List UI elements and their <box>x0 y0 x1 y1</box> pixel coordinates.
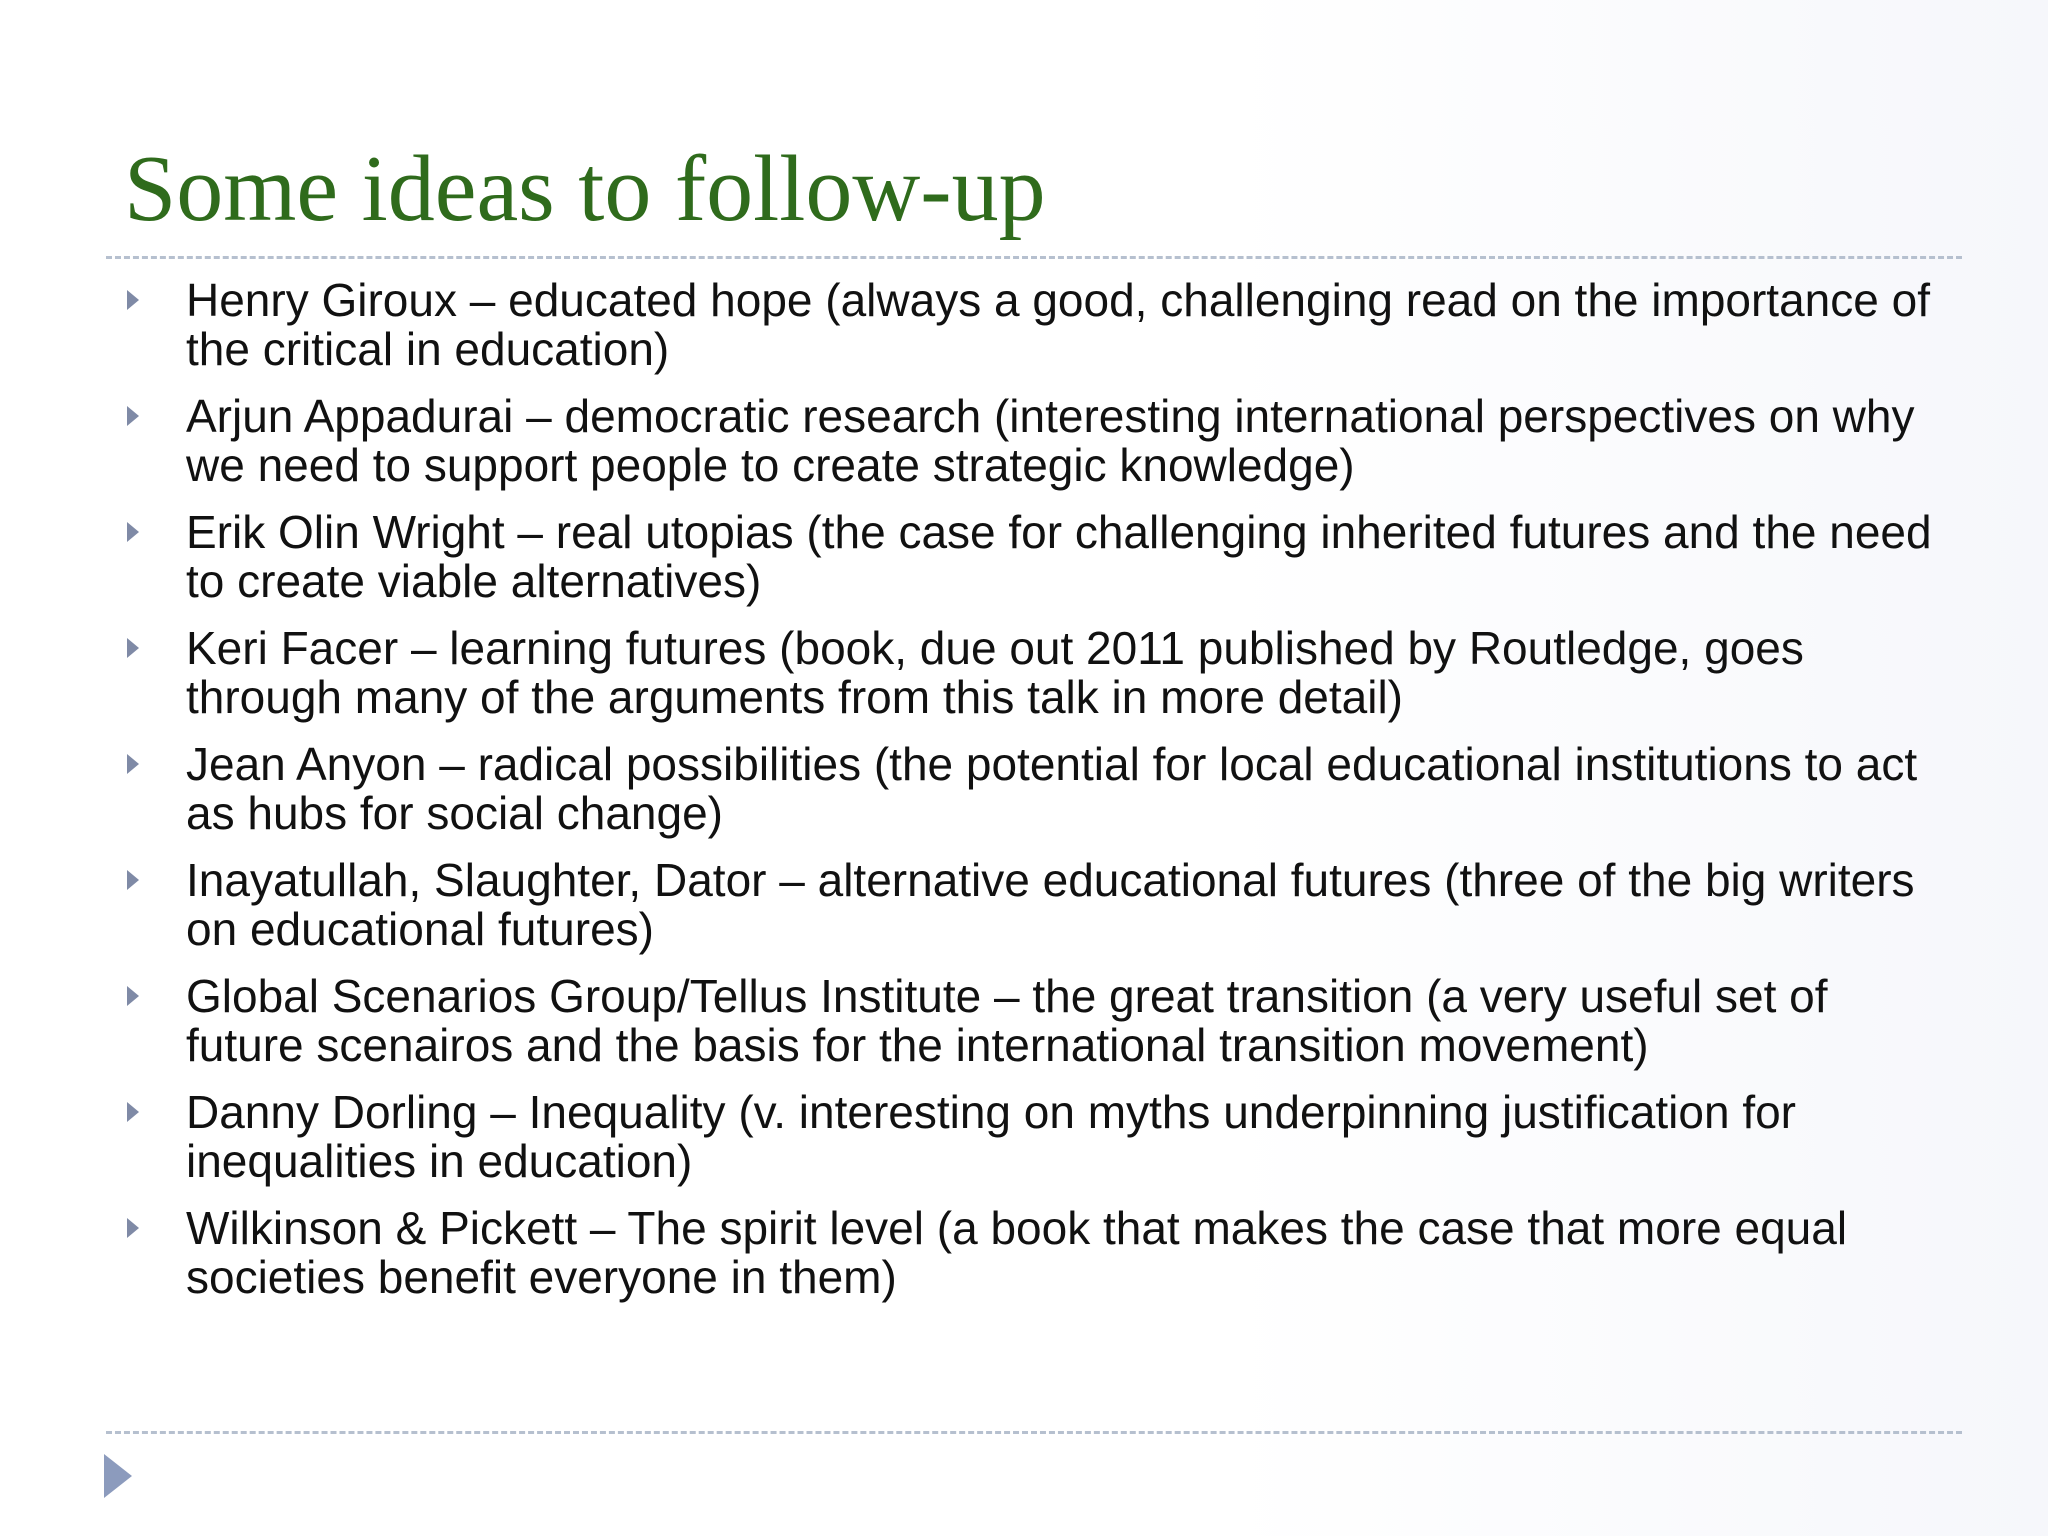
bullet-item <box>0 1204 1946 1302</box>
bullet-triangle-icon <box>127 406 139 426</box>
bullet-text: Keri Facer – learning futures (book, due out 2011 published by Routledge, goes through many of the arguments from this talk in more detail) <box>186 622 1804 723</box>
bullet-item <box>0 276 1946 374</box>
play-arrow-icon[interactable] <box>104 1454 132 1498</box>
bullet-triangle-icon <box>127 986 139 1006</box>
bullet-item <box>0 856 1946 954</box>
bullet-item <box>0 740 1946 838</box>
bullet-item <box>0 624 1946 722</box>
bullet-item <box>0 392 1946 490</box>
footer-divider <box>106 1431 1962 1434</box>
bullet-text: Jean Anyon – radical possibilities (the potential for local educational institutions to act as hubs for social change) <box>186 738 1918 839</box>
bullet-text: Inayatullah, Slaughter, Dator – alternative educational futures (three of the big writers on educational futures) <box>186 854 1915 955</box>
bullet-item <box>0 508 1946 606</box>
bullet-text: Wilkinson & Pickett – The spirit level (a book that makes the case that more equal societies benefit everyone in them) <box>186 1202 1848 1303</box>
bullet-item <box>0 1088 1946 1186</box>
bullet-text: Danny Dorling – Inequality (v. interesting on myths underpinning justification for inequalities in education) <box>186 1086 1796 1187</box>
bullet-text: Erik Olin Wright – real utopias (the case for challenging inherited futures and the need to create viable alternatives) <box>186 506 1932 607</box>
bullet-triangle-icon <box>127 870 139 890</box>
bullet-text: Global Scenarios Group/Tellus Institute – the great transition (a very useful set of future scenairos and the basis for the international transition movement) <box>186 970 1828 1071</box>
bullet-text: Arjun Appadurai – democratic research (interesting international perspectives on why we need to support people to create strategic knowledge) <box>186 390 1915 491</box>
title-divider <box>106 256 1962 259</box>
bullet-item <box>0 972 1946 1070</box>
bullet-triangle-icon <box>127 638 139 658</box>
slide-title: Some ideas to follow-up <box>124 137 1046 241</box>
bullet-triangle-icon <box>127 1218 139 1238</box>
bullet-list <box>0 276 2048 1320</box>
bullet-text: Henry Giroux – educated hope (always a good, challenging read on the importance of the critical in education) <box>186 274 1930 375</box>
bullet-triangle-icon <box>127 1102 139 1122</box>
bullet-triangle-icon <box>127 290 139 310</box>
bullet-triangle-icon <box>127 754 139 774</box>
bullet-triangle-icon <box>127 522 139 542</box>
